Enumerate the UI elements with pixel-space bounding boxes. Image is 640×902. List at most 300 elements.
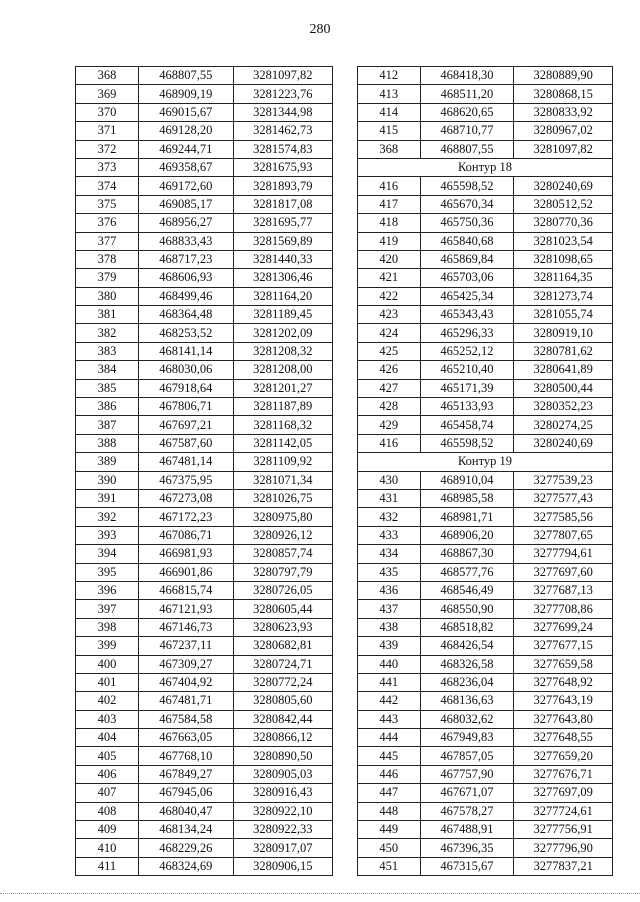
x-coordinate-cell: 468867,30 bbox=[420, 545, 514, 563]
table-row bbox=[358, 489, 613, 507]
y-coordinate-cell: 3281440,33 bbox=[233, 250, 332, 268]
x-coordinate-cell: 468326,58 bbox=[420, 655, 514, 673]
point-number-cell: 423 bbox=[358, 306, 421, 324]
x-coordinate-cell: 467146,73 bbox=[139, 618, 234, 636]
x-coordinate-cell: 468985,58 bbox=[420, 489, 514, 507]
point-number-cell: 413 bbox=[358, 85, 421, 103]
y-coordinate-cell: 3281306,46 bbox=[233, 269, 332, 287]
y-coordinate-cell: 3280682,81 bbox=[233, 637, 332, 655]
x-coordinate-cell: 467587,60 bbox=[139, 434, 234, 452]
table-row bbox=[358, 821, 613, 839]
y-coordinate-cell: 3281098,65 bbox=[514, 250, 613, 268]
point-number-cell: 398 bbox=[76, 618, 139, 636]
table-row bbox=[358, 673, 613, 691]
x-coordinate-cell: 467481,14 bbox=[139, 453, 234, 471]
table-row bbox=[358, 177, 613, 195]
table-row bbox=[358, 103, 613, 121]
table-row bbox=[358, 563, 613, 581]
table-row bbox=[76, 67, 333, 85]
y-coordinate-cell: 3277796,90 bbox=[514, 839, 613, 857]
point-number-cell: 380 bbox=[76, 287, 139, 305]
y-coordinate-cell: 3277697,60 bbox=[514, 563, 613, 581]
table-row bbox=[358, 140, 613, 158]
y-coordinate-cell: 3280890,50 bbox=[233, 747, 332, 765]
x-coordinate-cell: 468364,48 bbox=[139, 306, 234, 324]
point-number-cell: 374 bbox=[76, 177, 139, 195]
y-coordinate-cell: 3280833,92 bbox=[514, 103, 613, 121]
contour-header: Контур 19 bbox=[358, 453, 613, 471]
point-number-cell: 428 bbox=[358, 398, 421, 416]
page-number: 280 bbox=[309, 22, 331, 37]
table-row bbox=[358, 655, 613, 673]
x-coordinate-cell: 467849,27 bbox=[139, 765, 234, 783]
y-coordinate-cell: 3281569,89 bbox=[233, 232, 332, 250]
x-coordinate-cell: 467404,92 bbox=[139, 673, 234, 691]
point-number-cell: 387 bbox=[76, 416, 139, 434]
point-number-cell: 375 bbox=[76, 195, 139, 213]
y-coordinate-cell: 3281273,74 bbox=[514, 287, 613, 305]
y-coordinate-cell: 3280274,25 bbox=[514, 416, 613, 434]
x-coordinate-cell: 467757,90 bbox=[420, 765, 514, 783]
point-number-cell: 425 bbox=[358, 342, 421, 360]
x-coordinate-cell: 468710,77 bbox=[420, 122, 514, 140]
point-number-cell: 438 bbox=[358, 618, 421, 636]
point-number-cell: 435 bbox=[358, 563, 421, 581]
point-number-cell: 370 bbox=[76, 103, 139, 121]
x-coordinate-cell: 468550,90 bbox=[420, 600, 514, 618]
point-number-cell: 411 bbox=[76, 857, 139, 875]
point-number-cell: 420 bbox=[358, 250, 421, 268]
y-coordinate-cell: 3280240,69 bbox=[514, 434, 613, 452]
point-number-cell: 368 bbox=[76, 67, 139, 85]
y-coordinate-cell: 3280967,02 bbox=[514, 122, 613, 140]
point-number-cell: 415 bbox=[358, 122, 421, 140]
table-row bbox=[76, 821, 333, 839]
y-coordinate-cell: 3281695,77 bbox=[233, 214, 332, 232]
point-number-cell: 439 bbox=[358, 637, 421, 655]
x-coordinate-cell: 465252,12 bbox=[420, 342, 514, 360]
table-row bbox=[76, 784, 333, 802]
x-coordinate-cell: 466901,86 bbox=[139, 563, 234, 581]
y-coordinate-cell: 3281817,08 bbox=[233, 195, 332, 213]
y-coordinate-cell: 3280797,79 bbox=[233, 563, 332, 581]
table-row bbox=[358, 600, 613, 618]
point-number-cell: 381 bbox=[76, 306, 139, 324]
y-coordinate-cell: 3280917,07 bbox=[233, 839, 332, 857]
x-coordinate-cell: 465133,93 bbox=[420, 398, 514, 416]
x-coordinate-cell: 468620,65 bbox=[420, 103, 514, 121]
table-row bbox=[358, 434, 613, 452]
x-coordinate-cell: 468040,47 bbox=[139, 802, 234, 820]
y-coordinate-cell: 3277643,80 bbox=[514, 710, 613, 728]
point-number-cell: 390 bbox=[76, 471, 139, 489]
y-coordinate-cell: 3281164,35 bbox=[514, 269, 613, 287]
point-number-cell: 384 bbox=[76, 361, 139, 379]
x-coordinate-cell: 468141,14 bbox=[139, 342, 234, 360]
x-coordinate-cell: 468324,69 bbox=[139, 857, 234, 875]
point-number-cell: 383 bbox=[76, 342, 139, 360]
y-coordinate-cell: 3281208,00 bbox=[233, 361, 332, 379]
y-coordinate-cell: 3277756,91 bbox=[514, 821, 613, 839]
y-coordinate-cell: 3280512,52 bbox=[514, 195, 613, 213]
point-number-cell: 427 bbox=[358, 379, 421, 397]
x-coordinate-cell: 468499,46 bbox=[139, 287, 234, 305]
y-coordinate-cell: 3280975,80 bbox=[233, 508, 332, 526]
y-coordinate-cell: 3281344,98 bbox=[233, 103, 332, 121]
table-row bbox=[76, 214, 333, 232]
x-coordinate-cell: 469172,60 bbox=[139, 177, 234, 195]
table-row bbox=[76, 361, 333, 379]
point-number-cell: 448 bbox=[358, 802, 421, 820]
point-number-cell: 388 bbox=[76, 434, 139, 452]
x-coordinate-cell: 467309,27 bbox=[139, 655, 234, 673]
y-coordinate-cell: 3280623,93 bbox=[233, 618, 332, 636]
x-coordinate-cell: 468910,04 bbox=[420, 471, 514, 489]
table-row bbox=[76, 857, 333, 875]
point-number-cell: 400 bbox=[76, 655, 139, 673]
point-number-cell: 371 bbox=[76, 122, 139, 140]
point-number-cell: 402 bbox=[76, 692, 139, 710]
point-number-cell: 419 bbox=[358, 232, 421, 250]
y-coordinate-cell: 3281189,45 bbox=[233, 306, 332, 324]
y-coordinate-cell: 3281097,82 bbox=[233, 67, 332, 85]
y-coordinate-cell: 3277807,65 bbox=[514, 526, 613, 544]
table-row bbox=[358, 637, 613, 655]
point-number-cell: 385 bbox=[76, 379, 139, 397]
table-row bbox=[358, 195, 613, 213]
table-row bbox=[358, 618, 613, 636]
point-number-cell: 405 bbox=[76, 747, 139, 765]
table-row bbox=[76, 489, 333, 507]
table-row bbox=[76, 692, 333, 710]
table-row bbox=[358, 729, 613, 747]
table-row bbox=[358, 398, 613, 416]
table-row bbox=[358, 287, 613, 305]
y-coordinate-cell: 3280905,03 bbox=[233, 765, 332, 783]
table-row bbox=[358, 269, 613, 287]
x-coordinate-cell: 467315,67 bbox=[420, 857, 514, 875]
table-row bbox=[76, 398, 333, 416]
table-row bbox=[76, 839, 333, 857]
y-coordinate-cell: 3277724,61 bbox=[514, 802, 613, 820]
y-coordinate-cell: 3281201,27 bbox=[233, 379, 332, 397]
point-number-cell: 392 bbox=[76, 508, 139, 526]
y-coordinate-cell: 3280919,10 bbox=[514, 324, 613, 342]
table-row bbox=[358, 324, 613, 342]
point-number-cell: 382 bbox=[76, 324, 139, 342]
point-number-cell: 416 bbox=[358, 434, 421, 452]
point-number-cell: 430 bbox=[358, 471, 421, 489]
table-row bbox=[76, 177, 333, 195]
table-row bbox=[76, 103, 333, 121]
point-number-cell: 368 bbox=[358, 140, 421, 158]
x-coordinate-cell: 465703,06 bbox=[420, 269, 514, 287]
point-number-cell: 389 bbox=[76, 453, 139, 471]
point-number-cell: 403 bbox=[76, 710, 139, 728]
table-row bbox=[76, 729, 333, 747]
table-row bbox=[358, 526, 613, 544]
x-coordinate-cell: 468807,55 bbox=[420, 140, 514, 158]
x-coordinate-cell: 467375,95 bbox=[139, 471, 234, 489]
table-row bbox=[358, 839, 613, 857]
y-coordinate-cell: 3277585,56 bbox=[514, 508, 613, 526]
x-coordinate-cell: 467481,71 bbox=[139, 692, 234, 710]
point-number-cell: 440 bbox=[358, 655, 421, 673]
x-coordinate-cell: 468909,19 bbox=[139, 85, 234, 103]
point-number-cell: 396 bbox=[76, 581, 139, 599]
table-row bbox=[76, 618, 333, 636]
y-coordinate-cell: 3277539,23 bbox=[514, 471, 613, 489]
table-row bbox=[358, 581, 613, 599]
point-number-cell: 429 bbox=[358, 416, 421, 434]
table-row bbox=[76, 306, 333, 324]
x-coordinate-cell: 469358,67 bbox=[139, 158, 234, 176]
x-coordinate-cell: 467396,35 bbox=[420, 839, 514, 857]
table-row bbox=[76, 526, 333, 544]
x-coordinate-cell: 468418,30 bbox=[420, 67, 514, 85]
x-coordinate-cell: 467949,83 bbox=[420, 729, 514, 747]
table-row bbox=[76, 232, 333, 250]
y-coordinate-cell: 3280926,12 bbox=[233, 526, 332, 544]
x-coordinate-cell: 468981,71 bbox=[420, 508, 514, 526]
table-row bbox=[358, 67, 613, 85]
x-coordinate-cell: 467237,11 bbox=[139, 637, 234, 655]
x-coordinate-cell: 465425,34 bbox=[420, 287, 514, 305]
y-coordinate-cell: 3281223,76 bbox=[233, 85, 332, 103]
point-number-cell: 373 bbox=[76, 158, 139, 176]
y-coordinate-cell: 3280857,74 bbox=[233, 545, 332, 563]
point-number-cell: 445 bbox=[358, 747, 421, 765]
table-row bbox=[76, 563, 333, 581]
y-coordinate-cell: 3281026,75 bbox=[233, 489, 332, 507]
x-coordinate-cell: 465598,52 bbox=[420, 434, 514, 452]
table-row bbox=[76, 416, 333, 434]
table-row bbox=[76, 140, 333, 158]
y-coordinate-cell: 3280906,15 bbox=[233, 857, 332, 875]
x-coordinate-cell: 467121,93 bbox=[139, 600, 234, 618]
table-row bbox=[76, 655, 333, 673]
point-number-cell: 437 bbox=[358, 600, 421, 618]
y-coordinate-cell: 3280781,62 bbox=[514, 342, 613, 360]
point-number-cell: 434 bbox=[358, 545, 421, 563]
table-row bbox=[358, 361, 613, 379]
table-row bbox=[76, 802, 333, 820]
x-coordinate-cell: 465458,74 bbox=[420, 416, 514, 434]
point-number-cell: 441 bbox=[358, 673, 421, 691]
y-coordinate-cell: 3281142,05 bbox=[233, 434, 332, 452]
coordinates-table-right bbox=[357, 66, 613, 876]
x-coordinate-cell: 467584,58 bbox=[139, 710, 234, 728]
point-number-cell: 410 bbox=[76, 839, 139, 857]
page-bottom-edge bbox=[0, 893, 640, 894]
table-row bbox=[76, 342, 333, 360]
y-coordinate-cell: 3280866,12 bbox=[233, 729, 332, 747]
x-coordinate-cell: 468906,20 bbox=[420, 526, 514, 544]
point-number-cell: 433 bbox=[358, 526, 421, 544]
y-coordinate-cell: 3281023,54 bbox=[514, 232, 613, 250]
y-coordinate-cell: 3277648,55 bbox=[514, 729, 613, 747]
point-number-cell: 395 bbox=[76, 563, 139, 581]
y-coordinate-cell: 3277659,58 bbox=[514, 655, 613, 673]
x-coordinate-cell: 467945,06 bbox=[139, 784, 234, 802]
coordinates-table-right-body bbox=[358, 67, 613, 876]
contour-header-row bbox=[358, 453, 613, 471]
x-coordinate-cell: 468134,24 bbox=[139, 821, 234, 839]
point-number-cell: 393 bbox=[76, 526, 139, 544]
x-coordinate-cell: 468032,62 bbox=[420, 710, 514, 728]
point-number-cell: 407 bbox=[76, 784, 139, 802]
y-coordinate-cell: 3277643,19 bbox=[514, 692, 613, 710]
x-coordinate-cell: 467488,91 bbox=[420, 821, 514, 839]
point-number-cell: 444 bbox=[358, 729, 421, 747]
table-row bbox=[76, 324, 333, 342]
x-coordinate-cell: 467663,05 bbox=[139, 729, 234, 747]
x-coordinate-cell: 467697,21 bbox=[139, 416, 234, 434]
table-row bbox=[358, 250, 613, 268]
x-coordinate-cell: 465296,33 bbox=[420, 324, 514, 342]
y-coordinate-cell: 3280500,44 bbox=[514, 379, 613, 397]
y-coordinate-cell: 3277676,71 bbox=[514, 765, 613, 783]
table-row bbox=[76, 287, 333, 305]
x-coordinate-cell: 468136,63 bbox=[420, 692, 514, 710]
y-coordinate-cell: 3281097,82 bbox=[514, 140, 613, 158]
y-coordinate-cell: 3280889,90 bbox=[514, 67, 613, 85]
x-coordinate-cell: 468546,49 bbox=[420, 581, 514, 599]
x-coordinate-cell: 465750,36 bbox=[420, 214, 514, 232]
point-number-cell: 386 bbox=[76, 398, 139, 416]
x-coordinate-cell: 468511,20 bbox=[420, 85, 514, 103]
y-coordinate-cell: 3280770,36 bbox=[514, 214, 613, 232]
x-coordinate-cell: 468426,54 bbox=[420, 637, 514, 655]
point-number-cell: 432 bbox=[358, 508, 421, 526]
y-coordinate-cell: 3277577,43 bbox=[514, 489, 613, 507]
y-coordinate-cell: 3277699,24 bbox=[514, 618, 613, 636]
point-number-cell: 379 bbox=[76, 269, 139, 287]
x-coordinate-cell: 468253,52 bbox=[139, 324, 234, 342]
y-coordinate-cell: 3280922,10 bbox=[233, 802, 332, 820]
x-coordinate-cell: 469085,17 bbox=[139, 195, 234, 213]
x-coordinate-cell: 465670,34 bbox=[420, 195, 514, 213]
x-coordinate-cell: 467578,27 bbox=[420, 802, 514, 820]
x-coordinate-cell: 465869,84 bbox=[420, 250, 514, 268]
point-number-cell: 436 bbox=[358, 581, 421, 599]
table-row bbox=[358, 508, 613, 526]
y-coordinate-cell: 3281675,93 bbox=[233, 158, 332, 176]
y-coordinate-cell: 3277659,20 bbox=[514, 747, 613, 765]
x-coordinate-cell: 469244,71 bbox=[139, 140, 234, 158]
point-number-cell: 421 bbox=[358, 269, 421, 287]
x-coordinate-cell: 467857,05 bbox=[420, 747, 514, 765]
point-number-cell: 451 bbox=[358, 857, 421, 875]
coordinates-table-left bbox=[75, 66, 333, 876]
table-row bbox=[358, 710, 613, 728]
y-coordinate-cell: 3280641,89 bbox=[514, 361, 613, 379]
x-coordinate-cell: 466815,74 bbox=[139, 581, 234, 599]
y-coordinate-cell: 3280240,69 bbox=[514, 177, 613, 195]
point-number-cell: 446 bbox=[358, 765, 421, 783]
table-row bbox=[76, 195, 333, 213]
point-number-cell: 422 bbox=[358, 287, 421, 305]
point-number-cell: 376 bbox=[76, 214, 139, 232]
table-row bbox=[358, 122, 613, 140]
table-row bbox=[358, 471, 613, 489]
x-coordinate-cell: 467086,71 bbox=[139, 526, 234, 544]
y-coordinate-cell: 3280916,43 bbox=[233, 784, 332, 802]
x-coordinate-cell: 465171,39 bbox=[420, 379, 514, 397]
y-coordinate-cell: 3277708,86 bbox=[514, 600, 613, 618]
table-row bbox=[358, 765, 613, 783]
point-number-cell: 426 bbox=[358, 361, 421, 379]
point-number-cell: 369 bbox=[76, 85, 139, 103]
table-row bbox=[76, 434, 333, 452]
table-row bbox=[358, 232, 613, 250]
point-number-cell: 397 bbox=[76, 600, 139, 618]
point-number-cell: 447 bbox=[358, 784, 421, 802]
table-row bbox=[358, 416, 613, 434]
table-row bbox=[76, 600, 333, 618]
point-number-cell: 418 bbox=[358, 214, 421, 232]
point-number-cell: 406 bbox=[76, 765, 139, 783]
x-coordinate-cell: 468030,06 bbox=[139, 361, 234, 379]
contour-header-row bbox=[358, 158, 613, 176]
table-row bbox=[358, 692, 613, 710]
point-number-cell: 404 bbox=[76, 729, 139, 747]
y-coordinate-cell: 3281168,32 bbox=[233, 416, 332, 434]
x-coordinate-cell: 468518,82 bbox=[420, 618, 514, 636]
point-number-cell: 377 bbox=[76, 232, 139, 250]
point-number-cell: 378 bbox=[76, 250, 139, 268]
point-number-cell: 412 bbox=[358, 67, 421, 85]
x-coordinate-cell: 468229,26 bbox=[139, 839, 234, 857]
y-coordinate-cell: 3277837,21 bbox=[514, 857, 613, 875]
y-coordinate-cell: 3281574,83 bbox=[233, 140, 332, 158]
point-number-cell: 450 bbox=[358, 839, 421, 857]
x-coordinate-cell: 465840,68 bbox=[420, 232, 514, 250]
table-row bbox=[76, 673, 333, 691]
table-row bbox=[76, 122, 333, 140]
y-coordinate-cell: 3280352,23 bbox=[514, 398, 613, 416]
y-coordinate-cell: 3280842,44 bbox=[233, 710, 332, 728]
x-coordinate-cell: 468606,93 bbox=[139, 269, 234, 287]
table-row bbox=[76, 545, 333, 563]
table-row bbox=[358, 85, 613, 103]
y-coordinate-cell: 3277697,09 bbox=[514, 784, 613, 802]
y-coordinate-cell: 3280805,60 bbox=[233, 692, 332, 710]
point-number-cell: 414 bbox=[358, 103, 421, 121]
point-number-cell: 416 bbox=[358, 177, 421, 195]
y-coordinate-cell: 3277677,15 bbox=[514, 637, 613, 655]
table-row bbox=[76, 269, 333, 287]
point-number-cell: 431 bbox=[358, 489, 421, 507]
table-row bbox=[76, 765, 333, 783]
table-row bbox=[76, 747, 333, 765]
x-coordinate-cell: 468717,23 bbox=[139, 250, 234, 268]
point-number-cell: 372 bbox=[76, 140, 139, 158]
y-coordinate-cell: 3277687,13 bbox=[514, 581, 613, 599]
table-row bbox=[76, 85, 333, 103]
x-coordinate-cell: 467671,07 bbox=[420, 784, 514, 802]
table-row bbox=[76, 581, 333, 599]
y-coordinate-cell: 3281055,74 bbox=[514, 306, 613, 324]
x-coordinate-cell: 465598,52 bbox=[420, 177, 514, 195]
table-row bbox=[76, 250, 333, 268]
table-row bbox=[76, 453, 333, 471]
point-number-cell: 449 bbox=[358, 821, 421, 839]
x-coordinate-cell: 468833,43 bbox=[139, 232, 234, 250]
table-row bbox=[76, 471, 333, 489]
coordinates-table-left-body bbox=[76, 67, 333, 876]
point-number-cell: 391 bbox=[76, 489, 139, 507]
